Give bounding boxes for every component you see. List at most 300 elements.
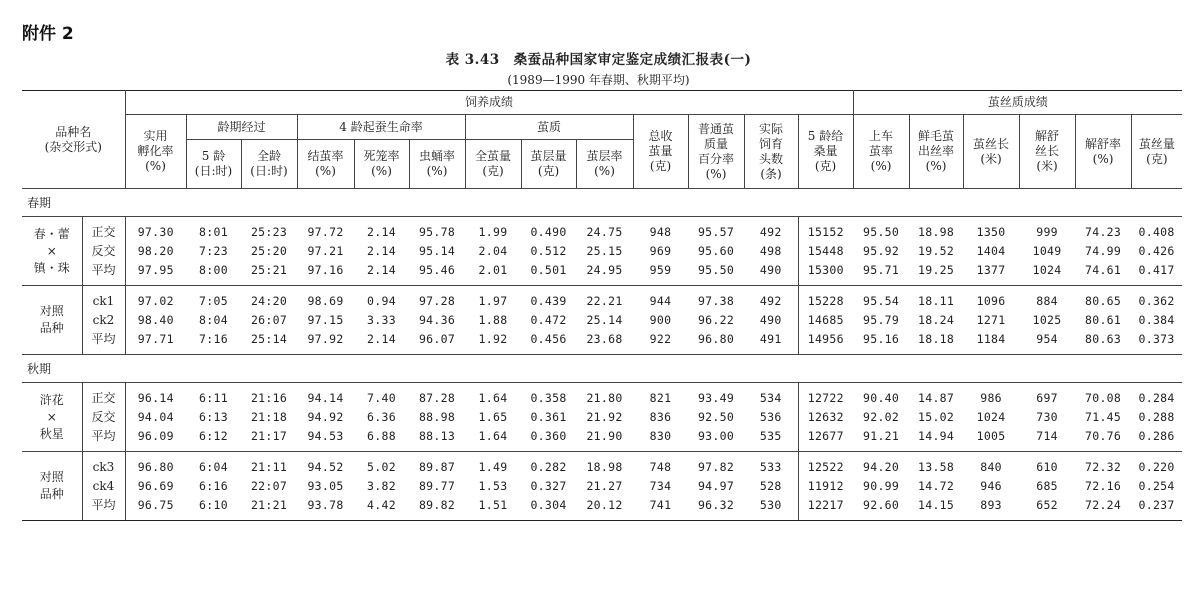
value: 95.60 [697, 243, 735, 258]
header-silk-weight-line: 茧丝量 [1138, 136, 1175, 151]
value-cell [798, 217, 853, 286]
value-cell [297, 217, 354, 286]
value: 21.90 [586, 428, 623, 443]
value: 12217 [807, 497, 844, 512]
value-cell [409, 452, 465, 521]
value: 95.16 [863, 331, 900, 346]
value: 95.79 [863, 312, 900, 327]
header-variety [22, 91, 125, 189]
value: 1404 [976, 243, 1006, 258]
value-cell [633, 217, 688, 286]
value: 22.21 [586, 293, 623, 308]
value: 22:07 [250, 478, 288, 493]
header-silk-weight-line: (克) [1146, 151, 1168, 166]
value: 25.14 [586, 312, 623, 327]
value-cell [186, 217, 241, 286]
value: 95.78 [418, 224, 456, 239]
value: 491 [759, 331, 782, 346]
cross-type: 反交 [91, 243, 116, 258]
value: 2.01 [478, 262, 508, 277]
value: 25:23 [250, 224, 288, 239]
value: 0.360 [530, 428, 567, 443]
value-cell [1019, 383, 1075, 452]
cross-type: 平均 [91, 331, 116, 346]
value: 97.72 [307, 224, 344, 239]
header-reelability-line: 解舒率 [1085, 136, 1122, 151]
value-cell [576, 452, 633, 521]
variety-name [22, 383, 82, 452]
value: 80.65 [1085, 293, 1122, 308]
value: 7:16 [199, 331, 228, 346]
value: 7:23 [199, 243, 228, 258]
season-row [22, 355, 1182, 383]
value-cell [1019, 452, 1075, 521]
value: 74.61 [1085, 262, 1122, 277]
value: 697 [1036, 390, 1058, 405]
header-shell-rate-line: (%) [594, 164, 615, 178]
value: 6:16 [199, 478, 228, 493]
value: 96.69 [137, 478, 174, 493]
value: 19.25 [918, 262, 955, 277]
cross-type: 平均 [91, 497, 116, 512]
value-cell [633, 452, 688, 521]
value: 14.15 [918, 497, 955, 512]
value-cell [963, 452, 1019, 521]
value: 74.23 [1085, 224, 1122, 239]
value: 6.88 [367, 428, 396, 443]
cross-type: 反交 [91, 409, 116, 424]
value: 1.92 [478, 331, 508, 346]
value-cell [909, 217, 963, 286]
value-cell [354, 217, 409, 286]
value: 25.15 [586, 243, 623, 258]
value: 0.284 [1138, 390, 1175, 405]
header-actual-count [744, 115, 798, 189]
value: 95.92 [863, 243, 900, 258]
value: 0.237 [1138, 497, 1175, 512]
value-cell [1075, 383, 1131, 452]
header-reel-rate-line: 上车 [869, 129, 894, 143]
value: 24.75 [586, 224, 623, 239]
value: 986 [980, 390, 1002, 405]
value: 94.04 [137, 409, 174, 424]
value-cell [1019, 286, 1075, 355]
variety-name-line: 镇・珠 [33, 260, 70, 275]
value-cell [241, 383, 297, 452]
value: 94.52 [307, 459, 344, 474]
header-vitality: 4 龄起蚕生命率 [297, 115, 465, 140]
header-shell-weight-line: 茧层量 [530, 149, 567, 163]
value: 6.36 [367, 409, 396, 424]
value: 72.24 [1085, 497, 1122, 512]
season-row [22, 189, 1182, 217]
value: 71.45 [1085, 409, 1122, 424]
value: 0.358 [530, 390, 567, 405]
value: 93.49 [697, 390, 735, 405]
value: 96.07 [418, 331, 456, 346]
table-row [22, 383, 1182, 452]
value: 97.16 [307, 262, 344, 277]
value: 1024 [1032, 262, 1062, 277]
value: 8:00 [199, 262, 228, 277]
table-row [22, 286, 1182, 355]
value: 0.439 [530, 293, 567, 308]
header-instar: 龄期经过 [186, 115, 297, 140]
header-yield [633, 115, 688, 189]
header-hatch-rate-line: (%) [145, 159, 166, 173]
value: 0.408 [1138, 224, 1175, 239]
header-raw-silk-line: (%) [925, 159, 947, 173]
header-yield-line: 茧量 [648, 144, 673, 158]
variety-name-line: 品种 [39, 487, 64, 501]
value: 19.52 [918, 243, 955, 258]
value: 21:21 [250, 497, 288, 512]
value: 96.32 [697, 497, 735, 512]
header-yield-line: 总收 [648, 129, 673, 143]
value: 98.69 [307, 293, 344, 308]
value: 0.373 [1138, 331, 1175, 346]
value: 1377 [976, 262, 1006, 277]
value: 72.32 [1085, 459, 1122, 474]
value: 12722 [807, 390, 844, 405]
value: 15228 [807, 293, 844, 308]
value-cell [688, 286, 744, 355]
header-instar5-line: (日:时) [194, 164, 233, 178]
value-cell [576, 217, 633, 286]
value-cell [465, 383, 521, 452]
header-nonbreak-length-line: 丝长 [1035, 144, 1060, 158]
value-cell [1131, 452, 1182, 521]
value-cell [409, 286, 465, 355]
header-reelability [1075, 115, 1131, 189]
value-cell [633, 383, 688, 452]
value: 492 [759, 224, 782, 239]
header-cocoon-rate-line: (%) [315, 164, 336, 178]
value-cell [354, 383, 409, 452]
cross-type: 平均 [91, 262, 116, 277]
value: 14685 [807, 312, 844, 327]
value: 96.80 [137, 459, 174, 474]
value: 89.77 [418, 478, 456, 493]
variety-name [22, 286, 82, 355]
value: 93.05 [307, 478, 344, 493]
value: 95.50 [697, 262, 735, 277]
value: 836 [649, 409, 672, 424]
value: 8:01 [199, 224, 228, 239]
value: 92.02 [863, 409, 900, 424]
header-filament-length-line: 茧丝长 [973, 136, 1010, 151]
value-cell [521, 383, 576, 452]
value: 95.46 [418, 262, 456, 277]
value: 6:13 [199, 409, 228, 424]
value: 92.50 [697, 409, 735, 424]
header-cocoon-weight [465, 140, 521, 189]
header-pupa-rate-line: (%) [426, 164, 448, 178]
header-nonbreak-length-line: 解舒 [1035, 129, 1060, 143]
variety-name-line: 浒花 [39, 392, 64, 407]
value: 840 [980, 459, 1002, 474]
value: 14956 [807, 331, 844, 346]
value-cell [853, 452, 909, 521]
value-cell [688, 452, 744, 521]
value-cell [186, 383, 241, 452]
value: 1025 [1032, 312, 1062, 327]
header-hatch-rate [125, 115, 186, 189]
cross-type-cell [82, 217, 125, 286]
value-cell [744, 452, 798, 521]
value: 1.51 [478, 497, 508, 512]
header-cocoon-weight-line: 全茧量 [474, 149, 511, 163]
value: 2.14 [367, 224, 396, 239]
variety-name-line: 秋星 [39, 426, 64, 441]
value: 3.33 [367, 312, 396, 327]
value: 0.361 [530, 409, 567, 424]
value: 2.14 [367, 243, 396, 258]
value: 748 [649, 459, 672, 474]
value-cell [354, 452, 409, 521]
cross-type: 平均 [91, 428, 116, 443]
value: 18.18 [918, 331, 955, 346]
value: 97.82 [697, 459, 735, 474]
variety-name-line: × [46, 409, 57, 424]
value: 26:07 [250, 312, 288, 327]
value: 900 [649, 312, 672, 327]
header-reel-rate [853, 115, 909, 189]
header-cocoon-rate-line: 结茧率 [307, 149, 344, 163]
value: 21.92 [586, 409, 623, 424]
value-cell [963, 383, 1019, 452]
variety-name [22, 217, 82, 286]
value: 74.99 [1085, 243, 1122, 258]
header-shell-rate [576, 140, 633, 189]
header-dead-rate-line: 死笼率 [363, 149, 400, 163]
value: 0.286 [1138, 428, 1175, 443]
value: 0.472 [530, 312, 567, 327]
value-cell [1131, 217, 1182, 286]
value-cell [853, 286, 909, 355]
value-cell [521, 452, 576, 521]
header-nonbreak-length [1019, 115, 1075, 189]
value: 1.65 [478, 409, 508, 424]
header-raw-silk-line: 鲜毛茧 [918, 129, 955, 143]
value: 8:04 [199, 312, 228, 327]
value: 20.12 [586, 497, 623, 512]
value: 0.456 [530, 331, 567, 346]
header-filament-length-line: (米) [980, 151, 1002, 166]
value: 97.30 [137, 224, 174, 239]
value: 25:14 [250, 331, 288, 346]
value: 89.87 [418, 459, 456, 474]
value: 0.288 [1138, 409, 1175, 424]
value: 12632 [807, 409, 844, 424]
value: 1024 [976, 409, 1006, 424]
value: 1096 [976, 293, 1006, 308]
value: 0.304 [530, 497, 567, 512]
header-cocoon-quality: 茧质 [465, 115, 633, 140]
value-cell [297, 286, 354, 355]
value: 15152 [807, 224, 844, 239]
header-normal-rate-line: 普通茧 [697, 121, 734, 136]
value: 1.53 [478, 478, 508, 493]
season-label: 秋期 [22, 355, 1182, 383]
value: 87.28 [418, 390, 456, 405]
value: 944 [649, 293, 672, 308]
value-cell [798, 286, 853, 355]
value: 97.95 [137, 262, 174, 277]
value: 95.57 [697, 224, 735, 239]
value: 730 [1036, 409, 1058, 424]
value: 0.417 [1138, 262, 1175, 277]
header-normal-rate-line: 质量 [703, 136, 728, 151]
value-cell [186, 452, 241, 521]
value-cell [909, 452, 963, 521]
header-pupa-rate-line: 虫蛹率 [418, 149, 455, 163]
cross-type-cell [82, 383, 125, 452]
value: 6:04 [199, 459, 228, 474]
value: 15300 [807, 262, 844, 277]
value: 734 [649, 478, 672, 493]
value-cell [744, 383, 798, 452]
value: 94.97 [697, 478, 735, 493]
value: 98.40 [137, 312, 174, 327]
value: 6:12 [199, 428, 228, 443]
value-cell [1075, 452, 1131, 521]
value: 70.08 [1085, 390, 1122, 405]
value: 13.58 [918, 459, 955, 474]
value: 96.22 [697, 312, 735, 327]
value: 1005 [976, 428, 1006, 443]
value: 21.27 [586, 478, 623, 493]
value-cell [688, 217, 744, 286]
header-variety-label: 品种名 [55, 124, 92, 139]
value: 2.14 [367, 262, 396, 277]
value: 530 [759, 497, 782, 512]
results-table [22, 90, 1182, 521]
value: 2.04 [478, 243, 508, 258]
header-shell-weight [521, 140, 576, 189]
value: 95.50 [863, 224, 900, 239]
value-cell [688, 383, 744, 452]
cross-type: 正交 [91, 390, 116, 405]
value: 92.60 [863, 497, 900, 512]
value: 94.92 [307, 409, 344, 424]
value: 3.82 [367, 478, 396, 493]
value-cell [297, 383, 354, 452]
cross-type: ck3 [92, 459, 115, 474]
value: 24.95 [586, 262, 623, 277]
header-actual-count-line: 实际 [758, 121, 783, 136]
value: 0.220 [1138, 459, 1175, 474]
value-cell [853, 383, 909, 452]
cross-type: ck4 [92, 478, 115, 493]
value-cell [241, 286, 297, 355]
header-reelability-line: (%) [1092, 151, 1114, 166]
value-cell [576, 286, 633, 355]
value: 610 [1036, 459, 1058, 474]
value: 2.14 [367, 331, 396, 346]
header-mulberry [798, 115, 853, 189]
value-cell [798, 383, 853, 452]
value: 0.426 [1138, 243, 1175, 258]
value: 498 [759, 243, 782, 258]
value-cell [521, 286, 576, 355]
value: 88.13 [418, 428, 456, 443]
header-cocoon-rate [297, 140, 354, 189]
value-cell [125, 217, 186, 286]
value: 97.21 [307, 243, 344, 258]
header-mulberry-line: (克) [814, 159, 837, 173]
header-dead-rate-line: (%) [371, 164, 392, 178]
value: 999 [1036, 224, 1058, 239]
header-hatch-rate-line: 实用 [143, 129, 168, 143]
header-mulberry-line: 5 龄给 [807, 129, 844, 143]
header-feeding: 饲养成绩 [125, 91, 853, 115]
value: 714 [1036, 428, 1058, 443]
table-body [22, 189, 1182, 521]
header-raw-silk [909, 115, 963, 189]
table-subtitle: (1989—1990 年春期、秋期平均) [507, 73, 690, 87]
cross-type-cell [82, 286, 125, 355]
value: 95.71 [863, 262, 900, 277]
value: 18.24 [918, 312, 955, 327]
value: 0.282 [530, 459, 567, 474]
header-instar5-line: 5 龄 [201, 149, 226, 163]
value: 97.28 [418, 293, 456, 308]
value: 95.54 [863, 293, 900, 308]
value: 959 [649, 262, 672, 277]
header-hatch-rate-line: 孵化率 [137, 144, 174, 158]
variety-name-line: 对照 [39, 470, 64, 484]
header-yield-line: (克) [649, 159, 672, 173]
value: 90.40 [863, 390, 900, 405]
value-cell [241, 452, 297, 521]
value: 94.14 [307, 390, 344, 405]
value-cell [125, 383, 186, 452]
header-actual-count-line: 饲育 [758, 136, 783, 151]
value: 97.15 [307, 312, 344, 327]
header-actual-count-line: (条) [760, 166, 782, 181]
header-instar-all [241, 140, 297, 189]
header-pupa-rate [409, 140, 465, 189]
value: 0.490 [530, 224, 567, 239]
value: 12522 [807, 459, 844, 474]
value-cell [1075, 286, 1131, 355]
value: 492 [759, 293, 782, 308]
value: 1049 [1032, 243, 1062, 258]
header-instar-all-line: (日:时) [250, 164, 288, 178]
header-shell-weight-line: (克) [537, 164, 560, 178]
value-cell [744, 286, 798, 355]
value: 893 [980, 497, 1002, 512]
value: 18.98 [918, 224, 955, 239]
value: 80.63 [1085, 331, 1122, 346]
value: 21:18 [250, 409, 288, 424]
value: 14.94 [918, 428, 955, 443]
value: 6:10 [199, 497, 228, 512]
value: 21:16 [250, 390, 288, 405]
header-reel-rate-line: (%) [870, 159, 892, 173]
value: 89.82 [418, 497, 456, 512]
header-variety-sub: (杂交形式) [44, 139, 102, 154]
value: 922 [649, 331, 672, 346]
value-cell [744, 217, 798, 286]
value: 741 [649, 497, 672, 512]
variety-name-line: × [46, 243, 57, 258]
value: 7.40 [367, 390, 396, 405]
attachment-label: 附件 2 [22, 24, 74, 44]
value: 1.64 [478, 428, 508, 443]
value: 0.254 [1138, 478, 1175, 493]
